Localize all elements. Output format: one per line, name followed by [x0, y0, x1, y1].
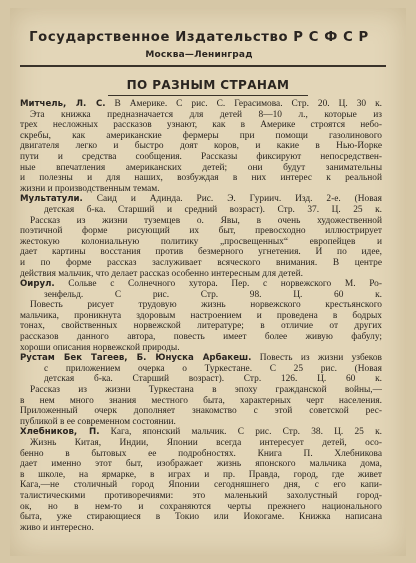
line-text: зенфельд. С рис. Стр. 98. Ц. 60 к.: [44, 289, 382, 300]
entry-text-line: [20, 364, 382, 375]
line-text: в школе, на ярмарке, в играх и пр. Правда, город, где живет: [20, 469, 382, 480]
line-text: и полезны и для наших, возбуждая в них интерес к реальной: [20, 173, 382, 184]
entry-text-line: [20, 269, 382, 280]
entry-text-line: [20, 311, 382, 322]
line-text: Приложенный очерк дополняет знакомство с этой советской рес-: [20, 406, 382, 417]
entry-text-line: [20, 120, 382, 131]
entry-text-line: [20, 396, 382, 407]
entry-text-line: [20, 374, 382, 385]
entry-heading-line: [20, 353, 382, 364]
line-text: Повесть из жизни узбеков: [251, 353, 382, 364]
entry-text-line: [20, 216, 382, 227]
line-text: ок, но в нем-то и сохраняются черты прежнего национального: [20, 501, 382, 512]
entry-heading-line: [20, 427, 382, 438]
entry-text-line: [20, 480, 382, 491]
line-text: быта, уже стирающиеся в Токио или Иокогаме. Книжка написана: [20, 512, 382, 523]
line-text: жизни и производственным темам.: [20, 183, 160, 194]
line-text: трех несложных рассказов узнают, как в Америке строятся небо-: [20, 120, 382, 131]
entry-text-line: [20, 438, 382, 449]
entry-author: Хлебников, П.: [20, 427, 100, 438]
line-text: живо и интересно.: [20, 522, 94, 533]
line-text: Сольве с Солнечного хутора. Пер. с норвежского М. Ро-: [54, 279, 382, 290]
line-text: с приложением очерка о Туркестане. С 25 рис. (Новая: [44, 363, 382, 374]
catalog-body: [20, 99, 382, 533]
entry-text-line: [20, 184, 382, 195]
line-text: Повесть рисует трудовую жизнь норвежского крестьянского: [30, 300, 382, 311]
line-text: и по форме рассказ заслуживает всяческого внимания. В центре: [20, 257, 382, 268]
header-rule: [20, 65, 386, 67]
entry-text-line: [20, 237, 382, 248]
entry-text-line: [20, 332, 382, 343]
entry-text-line: [20, 141, 382, 152]
entry-text-line: [20, 247, 382, 258]
line-text: скребы, как американские фермеры при помощи газолинового: [20, 130, 382, 141]
line-text: Рассказ из жизни туземцев о. Явы, в очень художественной: [30, 215, 382, 226]
entry-text-line: [20, 163, 382, 174]
line-text: тонах, свойственных норвежской литературе; в отличие от других: [20, 321, 382, 332]
line-text: Жизнь Китая, Индии, Японии всегда интересует детей, осо-: [30, 438, 382, 448]
entry-text-line: [20, 300, 382, 311]
line-text: рассказов данного автора, повесть имеет более живую фабулу;: [20, 332, 382, 343]
line-text: публикой в ее современном состоянии.: [20, 416, 176, 427]
line-text: талистическими противоречиями: это маленький захолустный город-: [20, 490, 382, 501]
entry-text-line: [20, 226, 382, 237]
entry-text-line: [20, 343, 382, 354]
line-text: В Америке. С рис. С. Герасимова. Стр. 20. Ц. 30 к.: [105, 99, 382, 109]
publisher-cities: Москва—Ленинград: [145, 50, 253, 60]
line-text: детская б-ка. Старший и средний возраст). Стр. 37. Ц. 25 к.: [44, 204, 382, 215]
line-text: бенно в бытовых ее подробностях. Книга П. Хлебникова: [20, 448, 382, 459]
entry-text-line: [20, 502, 382, 513]
line-text: Кага,—не столичный город Японии сегодняшнего дня, с его капи-: [20, 480, 382, 491]
line-text: детская б-ка. Старший возраст). Стр. 126. Ц. 60 к.: [44, 374, 382, 385]
section-rule: [108, 95, 308, 96]
line-text: Кага, японский мальчик. С рис. Стр. 38. Ц. 25 к.: [99, 427, 382, 438]
entry-text-line: [20, 110, 382, 121]
entry-text-line: [20, 523, 382, 534]
entry-text-line: [20, 491, 382, 502]
line-text: поэтичной форме рисующий их быт, превосходно иллюстрирует: [20, 226, 382, 237]
entry-author: Рустам Бек Тагеев, Б. Юнуска Арбакеш.: [20, 353, 252, 364]
entry-text-line: [20, 290, 382, 301]
line-text: мальчика, проникнута здоровым настроением и проведена в бодрых: [20, 310, 382, 321]
entry-author: Митчель, Л. С.: [20, 99, 106, 109]
entry-text-line: [20, 449, 382, 460]
entry-text-line: [20, 152, 382, 163]
line-text: Саид и Адинда. Рис. Э. Гуриич. Изд. 2-е. (Новая: [82, 194, 382, 205]
section-title: ПО РАЗНЫМ СТРАНАМ: [126, 78, 290, 92]
entry-text-line: [20, 417, 382, 428]
line-text: дает именно этот быт, изображает жизнь японского мальчика дома,: [20, 459, 382, 470]
entry-heading-line: [20, 99, 382, 110]
entry-heading-line: [20, 279, 382, 290]
line-text: ные впечатления американских детей; они будут занимательны: [20, 162, 382, 173]
line-text: двигателя легко и быстро доят коров, и какие в Нью-Йорке: [20, 141, 382, 152]
line-text: Эта книжка предназначается для детей 8—10 л., которые из: [30, 109, 382, 120]
line-text: дает картины восстания против безмерного угнетения. И по идее,: [20, 247, 382, 258]
entry-text-line: [20, 258, 382, 269]
line-text: хороши описания норвежской природы.: [20, 342, 180, 353]
entry-text-line: [20, 470, 382, 481]
entry-text-line: [20, 173, 382, 184]
publisher-name: Государственное Издательство Р С Ф С Р: [29, 30, 369, 45]
entry-text-line: [20, 459, 382, 470]
entry-text-line: [20, 205, 382, 216]
entry-author: Мультатули.: [20, 194, 83, 205]
line-text: пути и средства сообщения. Рассказы фиксируют непосредствен-: [20, 151, 382, 162]
entry-text-line: [20, 512, 382, 523]
line-text: жестокую колониальную политику „просвещенных“ европейцев и: [20, 236, 382, 247]
line-text: действия мальчик, что делает рассказ особенно интересным для детей.: [20, 268, 303, 279]
entry-heading-line: [20, 194, 382, 205]
entry-text-line: [20, 385, 382, 396]
entry-text-line: [20, 321, 382, 332]
line-text: Рассказ из жизни Туркестана в эпоху гражданской войны,—: [30, 385, 382, 396]
entry-text-line: [20, 406, 382, 417]
entry-author: Оирул.: [20, 279, 55, 290]
entry-text-line: [20, 131, 382, 142]
line-text: в нем много знания местного быта, характерных черт населения.: [20, 395, 382, 406]
